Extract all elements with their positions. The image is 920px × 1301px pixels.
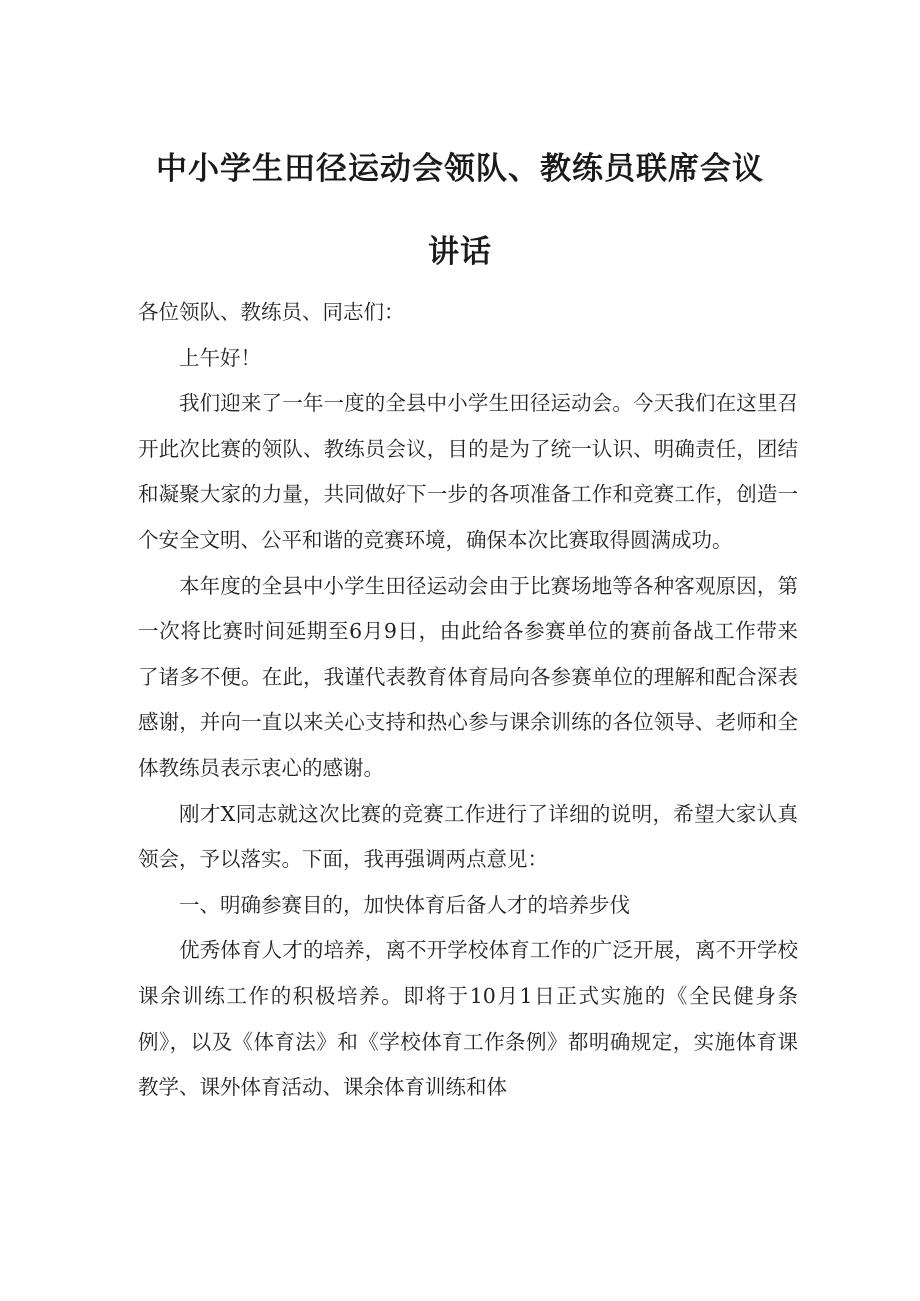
- salutation: 各位领队、教练员、同志们：: [138, 300, 405, 324]
- section-heading: 一、明确参赛目的，加快体育后备人才的培养步伐: [179, 892, 630, 917]
- document-title-line-1: 中小学生田径运动会领队、教练员联席会议: [156, 151, 764, 187]
- document-title-line-2: 讲话: [428, 234, 492, 270]
- greeting: 上午好！: [179, 345, 261, 370]
- paragraph: 优秀体育人才的培养，离不开学校体育工作的广泛开展，离不开学校课余训练工作的积极培养。即将于10月1日正式实施的《全民健身条例》，以及《体育法》和《学校体育工作条例》都明确规定，实施体育课教学、课外体育活动、课余体育训练和体: [138, 938, 798, 1100]
- paragraph: 本年度的全县中小学生田径运动会由于比赛场地等各种客观原因，第一次将比赛时间延期至6月9日，由此给各参赛单位的赛前备战工作带来了诸多不便。在此，我谨代表教育体育局向各参赛单位的理解和配合深表感谢，并向一直以来关心支持和热心参与课余训练的各位领导、老师和全体教练员表示衷心的感谢。: [138, 573, 798, 780]
- paragraph: 我们迎来了一年一度的全县中小学生田径运动会。今天我们在这里召开此次比赛的领队、教练员会议，目的是为了统一认识、明确责任，团结和凝聚大家的力量，共同做好下一步的各项准备工作和竞赛工作，创造一个安全文明、公平和谐的竞赛环境，确保本次比赛取得圆满成功。: [138, 391, 798, 552]
- document-body: [138, 290, 798, 1111]
- paragraph: 刚才X同志就这次比赛的竞赛工作进行了详细的说明，希望大家认真领会，予以落实。下面，我再强调两点意见：: [138, 801, 798, 872]
